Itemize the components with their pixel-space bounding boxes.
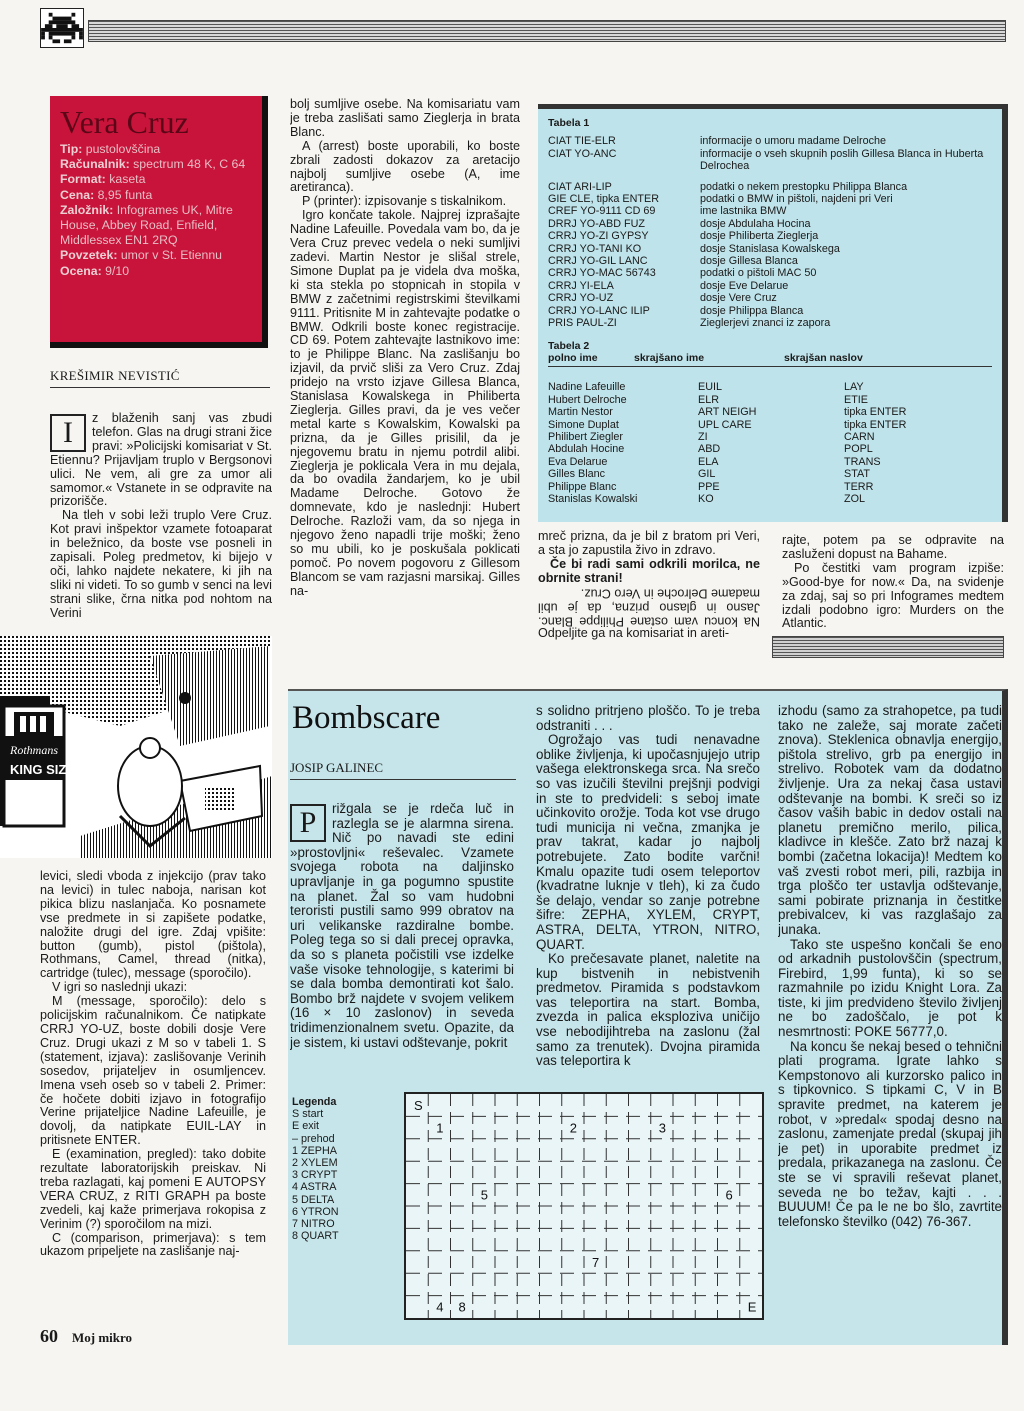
table-cell: CARN: [844, 430, 875, 443]
tabela-2-row: [548, 406, 992, 418]
column-4: [782, 534, 1004, 634]
table-cell: ZI: [698, 430, 708, 443]
meaning-cell: dosje Gillesa Blanca: [700, 255, 798, 268]
tabela-2-row: [548, 381, 992, 393]
tabela-2-row: [548, 443, 992, 455]
bombscare-column-2: [536, 704, 760, 1084]
code-cell: CRRJ YO-ZI GYPSY: [548, 230, 649, 243]
tabela-2-header: polno ime skrajšano ime skrajšan naslov: [548, 352, 992, 367]
tabela-2: [548, 381, 992, 505]
tabela-1-row: [548, 243, 992, 255]
legend-item: – prehod: [292, 1132, 335, 1145]
upside-down-solution: Na koncu vam ostane Philippe Blanc. Jasno in glasno prizna, da je ubil madame Delroche in Vero Cruz.: [538, 586, 760, 629]
map-legend: [292, 1096, 339, 1242]
code-cell: CRRJ YO-TANI KO: [548, 242, 642, 255]
map-marker: 2: [569, 1120, 577, 1136]
magazine-name: Moj mikro: [72, 1330, 133, 1345]
tabela-1-row: [548, 230, 992, 242]
meaning-cell: dosje Stanislasa Kowalskega: [700, 242, 840, 255]
table-cell: Philibert Ziegler: [548, 430, 624, 443]
tabela-2-row: [548, 419, 992, 431]
table-cell: LAY: [844, 381, 864, 394]
planet-map: [404, 1092, 764, 1320]
table-cell: ETIE: [844, 393, 868, 406]
code-cell: CREF YO-9111 CD 69: [548, 205, 656, 218]
legend-item: S start: [292, 1108, 324, 1121]
tabela-2-row: [548, 468, 992, 480]
bombscare-byline: JOSIP GALINEC: [290, 760, 516, 780]
code-cell: CRRJ YO-MAC 56743: [548, 267, 656, 280]
code-cell: GIE CLE, tipka ENTER: [548, 193, 660, 206]
meaning-cell: dosje Eve Delarue: [700, 279, 789, 292]
map-marker: 1: [436, 1120, 444, 1136]
tabela-1-row: [548, 148, 992, 173]
table-cell: tipka ENTER: [844, 406, 907, 419]
map-marker: 8: [458, 1299, 466, 1315]
meaning-cell: dosje Vere Cruz: [700, 292, 777, 305]
code-cell: DRRJ YO-ABD FUZ: [548, 217, 645, 230]
table-cell: Simone Duplat: [548, 418, 619, 431]
tabela-1-row: [548, 205, 992, 217]
map-marker: E: [747, 1299, 757, 1315]
tabela-2-row: [548, 431, 992, 443]
info-line-rating: Ocena: 9/10: [60, 263, 130, 278]
code-cell: PRIS PAUL-ZI: [548, 317, 617, 330]
drop-cap: I: [50, 414, 86, 452]
legend-item: 4 ASTRA: [292, 1181, 337, 1194]
paragraph: M (message, sporočilo): delo s policijskim računalnikom. Če natipkate CRRJ YO-UZ, boste dobili dosje Vere Cruz. Drugi ukazi z M so v tabeli 1. S (statement, izjava): zaslišovanje Verinih sosedov, prijateljev in osumljencev. Imena vseh oseb so v tabeli 2. Primer: če hočete dobiti izjavo in fotografijo Verine prijateljice Nadine Lafeuille, je dovolj, da natipkate EUIL-LAY in pritisnete ENTER.: [40, 994, 266, 1148]
legend-item: 6 YTRON: [292, 1205, 339, 1218]
code-cell: CRRJ YO-GIL LANC: [548, 255, 648, 268]
paragraph: Igro končate takole. Najprej izprašajte Nadine Lafeuille. Povedala vam bo, da je Vera Cruz prevec vedela o neki sumljivi zadevi. Martin Nestor je slišal strele, Simone Duplat pa je videla dva moška, ki sta stekla po stopnicah in stopila v BMW z začetnimi registrskimi številkami 9111. Pritisnite M in zahtevajte podatke o BMW. Odkrili boste konec registracije. CD 69. Potem zahtevajte lastnikovo ime: to je Philippe Blanc. Na zaslišanju bo izjavil, da prvič sliši za Vero Cruz. Zdaj pridejo na vrsto izjave Gillesa Blanca, Stanislasa Kowalskega in Philiberta Zieglerja. Gilles pravi, da je ves večer metal karte s Kowalskim, Kowalski pa prizna, da je Gilles prisilil, da je njegovemu bratu in njemu potrdil alibi. Zieglerja je poklicala Vera in mu dejala, da bo ovadila žandarjem, ko je ubil Madame Delroche. Gotovo že domnevate, kdo je naslednji: Hubert Delroche. Razloži vam, da so njega in njegovo ženo napadli trije moški; ženo so mu ubili, ko je poskušala poklicati pomoč. Po novem pogovoru z Gillesom Blancom se vam razjasni marsikaj. Gilles na-: [290, 208, 520, 598]
table-cell: Martin Nestor: [548, 406, 613, 419]
tabela-1-row: [548, 181, 992, 193]
info-line-price: Cena: 8,95 funta: [60, 187, 153, 202]
map-marker: 3: [658, 1120, 666, 1136]
tabela-1: [548, 135, 992, 329]
table-cell: PPE: [698, 480, 720, 493]
table-cell: Hubert Delroche: [548, 393, 627, 406]
info-line-publisher: Založnik: Infogrames UK, Mitre House, Abbey Road, Enfield, Middlessex EN1 2RQ: [60, 202, 233, 248]
spoiler-warning: Če bi radi sami odkrili morilca, ne obrnite strani!: [538, 556, 760, 585]
paragraph: Ogrožajo vas tudi nenavadne oblike življenja, ki upočasnjujejo utrip vašega elektronskega srca. Na srečo so vas izučili številni prejšnji podvigi in ste to predvideli: s seboj imate učinkovito orožje. Toda kot vse drugo tudi municija ni večna, zmanjka je prav takrat, kadar jo najbolj potrebujete. Zato bodite varčni! Kmalu opazite tudi osem teleportov (kvadratne luknje v tleh), ki za čudo še delajo, vendar so zanje potrebne šifre: ZEPHA, XYLEM, CRYPT, ASTRA, DELTA, YTRON, NITRO, QUART.: [536, 732, 760, 952]
page-number: 60: [40, 1326, 58, 1346]
column-1-bottom: [40, 870, 266, 1320]
tabela-1-row: [548, 305, 992, 317]
tabela-1-row: [548, 292, 992, 304]
meaning-cell: dosje Philippa Blanca: [700, 304, 804, 317]
paragraph: E (examination, pregled): tako dobite rezultate laboratorijskih preiskav. Ni treba razlagati, kaj pomeni E AUTOPSY VERA CRUZ, z RITI GRAPH pa boste zvedeli, kaj kaže primerjava rokopisa z Verinim (?) sporočilom na mizi.: [40, 1147, 266, 1231]
bombscare-column-1: [290, 802, 514, 1084]
table-cell: ELR: [698, 393, 720, 406]
code-cell: CRRJ YO-UZ: [548, 292, 614, 305]
meaning-cell: dosje Philiberta Zieglerja: [700, 230, 819, 243]
table-cell: Gilles Blanc: [548, 468, 606, 481]
meaning-cell: podatki o nekem prestopku Philippa Blanca: [700, 180, 908, 193]
table-cell: TRANS: [844, 455, 881, 468]
legend-item: 1 ZEPHA: [292, 1144, 338, 1157]
table-cell: Stanislas Kowalski: [548, 492, 638, 505]
meaning-cell: podatki o BMW in pištoli, najdeni pri Veri: [700, 193, 893, 206]
bombscare-title: Bombscare: [292, 700, 441, 736]
tabela-1-row: [548, 193, 992, 205]
legend-item: 8 QUART: [292, 1230, 339, 1243]
paragraph: P (printer): izpisovanje s tiskalnikom.: [302, 194, 507, 209]
paragraph: Ko prečesavate planet, naletite na kup bistvenih in nebistvenih predmetov. Piramida s podstavkom vas teleportira na start. Bomba, zvezda in palica eksploziva uničijo vse nebodijihtreba na zaslonu (žal samo za trenutek). Dvojna piramida vas teleportira k: [536, 951, 760, 1069]
legend-item: E exit: [292, 1120, 320, 1133]
column-3: [538, 530, 760, 658]
code-cell: CIAT ARI-LIP: [548, 180, 612, 193]
king-size-text: KING SIZE: [10, 762, 76, 777]
table-cell: EUIL: [698, 381, 723, 394]
table-cell: KO: [698, 492, 714, 505]
paragraph: P rižgala se je rdeča luč in razlegla se je alarmna sirena. Nič po navadi ste edini »prostovljni« reševalec. Vzamete svojega robota na daljinsko upravljanje in ga pogumno spustite na planet. Žal so vam hudobni teroristi pustili samo 999 obratov na uri velikanske razdiralne bombe. Poleg tega so si dali precej opravka, da so s planeta počistili vse izdelke vaše visoke tehnologije, s katerimi bi se dala bomba demontirati kot šalo. Bombo brž najdete v svojem velikem (16 × 10 zaslonov) in seveda tridimenzionalnem svetu. Opazite, da je sistem, ki ustavi odštevanje, pokrit: [290, 802, 514, 1050]
game-infobox: [50, 96, 268, 348]
author-byline: KREŠIMIR NEVISTIĆ: [50, 368, 270, 388]
game-screenshot: [0, 636, 272, 858]
tabela-1-row: [548, 255, 992, 267]
drop-cap: P: [290, 804, 326, 842]
code-cell: CRRJ YI-ELA: [548, 279, 614, 292]
paragraph: mreč prizna, da je bil z bratom pri Veri, a sta jo zapustila živo in zdravo.: [538, 530, 760, 557]
tabela-1-row: [548, 267, 992, 279]
tabela-1-row: [548, 280, 992, 292]
paragraph: Tako ste uspešno končali še eno od arkadnih pustolovščin (spectrum, Firebird, 1,99 funta), ki so se razmahnile po izidu Knight Lora. Za tiste, ki jim predvideno število življenj ne bo zadoščalo, je pot k nesmrtnosti: POKE 56777,0.: [778, 936, 1002, 1040]
legend-item: 3 CRYPT: [292, 1169, 338, 1182]
table-cell: ART NEIGH: [698, 406, 757, 419]
divider-stripes: [772, 636, 1004, 658]
tables-box: [538, 104, 1008, 522]
paragraph: I z blaženih sanj vas zbudi telefon. Glas na drugi strani žice pravi: »Policijski komisariat v St. Etiennu? Prijavljam truplo v Bergsonovi ulici. Ne vem, ali gre za umor ali samomor.« Vstanete in se odpravite na prizorišče.: [50, 412, 272, 509]
map-marker: S: [414, 1098, 423, 1113]
paragraph: levici, sledi vboda z injekcijo (prav tako na levici) in tulec naboja, narisan kot pikica blizu naslanjača. Ko posnamete vse predmete in si zapišete podatke, naložite drugi del igre. Zdaj vpišite: button (gumb), pistol (pištola), Rothmans, Camel, thread (nitka), cartridge (tulec), message (sporočilo).: [40, 870, 266, 981]
game-title: Vera Cruz: [60, 104, 189, 140]
paragraph: Na tleh v sobi leži truplo Vere Cruz. Kot pravi inšpektor vzamete fotoaparat in beležnico, da boste vse posneli in zapisali. Poleg predmetov, ki bijejo v oči, lahko najdete nekatere, ki jih na sliki ni videti. To so gumb v senci na levi strani slike, črna nitka pod nohtom na Verini: [50, 508, 272, 620]
rothmans-text: Rothmans: [10, 743, 58, 757]
tabela-1-row: [548, 135, 992, 147]
tabela-2-row: [548, 456, 992, 468]
header-stripes: [88, 20, 1006, 42]
paragraph: s solidno pritrjeno ploščo. To je treba odstraniti . . .: [536, 704, 760, 733]
code-cell: CIAT TIE-ELR: [548, 135, 616, 148]
table-cell: GIL: [698, 468, 716, 481]
column-2: [290, 98, 520, 658]
tabela-1-title: Tabela 1: [548, 117, 590, 129]
map-marker: 6: [725, 1187, 733, 1203]
meaning-cell: Zieglerjevi znanci iz zapora: [700, 317, 831, 330]
bombscare-column-3: [778, 704, 1002, 1314]
table-cell: ELA: [698, 455, 719, 468]
meaning-cell: informacije o vseh skupnih poslih Gillesa Blanca in Huberta Delrochea: [700, 147, 984, 173]
paragraph: V igri so naslednji ukazi:: [52, 980, 188, 995]
paragraph: izhodu (samo za strahopetce, pa tudi tako ne zaleže, saj morate začeti znova). Steklenica obnavlja energijo, pištola strelivo, grb pa energijo in strelivo. Robotek vam da dodatno življenje. Ura za nekaj časa ustavi odštevanje na bombi. K sreči so iz časov vaših babic in dedov ostali na planetu premično merilo, pilica, kladivce in klešče. Zato brž nazaj k bombi (začetna lokacija)! Medtem ko vaš zvesti robot meri, pili, razbija in trga ploščo ter ustavlja odštevanje, sami pobirate priznanja in čestitke prebivalcev, ki vas razglašajo za junaka.: [778, 704, 1002, 937]
paragraph: Na koncu še nekaj besed o tehnični plati programa. Igrate lahko s Kempstonovo ali kurzorsko palico in s tipkovnico. S tipkami C, V in B spravite predmet, na katerem je robot, v »predal« spodaj desno na zaslonu, zamenjate predal (skupaj jih je pet) in uporabite predmet iz predala, prikazanega na zaslonu. Če ste se vi spravili reševat planet, seveda ne bo težav, kajti . . . BUUUM! Če pa le ne bo šlo, zavrtite telefonsko številko (042) 76-367.: [778, 1038, 1002, 1229]
meaning-cell: dosje Abdulaha Hocina: [700, 217, 811, 230]
tabela-2-row: [548, 394, 992, 406]
info-line-format: Format: kaseta: [60, 172, 146, 187]
legend-title: Legenda: [292, 1096, 337, 1108]
tabela-2-row: [548, 481, 992, 493]
tabela-2-row: [548, 493, 992, 505]
meaning-cell: podatki o pištoli MAC 50: [700, 267, 817, 280]
meaning-cell: informacije o umoru madame Delroche: [700, 135, 887, 148]
table-cell: Abdulah Hocine: [548, 443, 625, 456]
code-cell: CRRJ YO-LANC ILIP: [548, 304, 650, 317]
code-cell: CIAT YO-ANC: [548, 147, 617, 160]
tabela-2-title: Tabela 2: [548, 339, 590, 352]
space-invader-icon: [40, 8, 84, 48]
legend-item: 5 DELTA: [292, 1193, 335, 1206]
paragraph: bolj sumljive osebe. Na komisariatu vam je treba zaslišati samo Zieglerja in brata Blanc.: [290, 98, 520, 139]
tabela-1-row: [548, 218, 992, 230]
map-marker: 5: [480, 1187, 488, 1203]
map-marker: 7: [592, 1254, 600, 1270]
paragraph: Po čestitki vam program izpiše: »Good-bye for now.« Da, na svidenje za zdaj, saj so pri Infogrames medtem izdali podobno igro: Murders on the Atlantic.: [782, 560, 1004, 631]
table-cell: Nadine Lafeuille: [548, 381, 626, 394]
map-marker: 4: [436, 1299, 444, 1315]
table-cell: STAT: [844, 468, 870, 481]
table-cell: UPL CARE: [698, 418, 752, 431]
table-cell: TERR: [844, 480, 874, 493]
paragraph: Odpeljite ga na komisariat in areti-: [538, 626, 730, 641]
table-cell: POPL: [844, 443, 873, 456]
table-cell: Eva Delarue: [548, 455, 608, 468]
tabela-1-row: [548, 317, 992, 329]
table-cell: tipka ENTER: [844, 418, 907, 431]
info-line-summary: Povzetek: umor v St. Etiennu: [60, 248, 222, 263]
table-cell: ABD: [698, 443, 721, 456]
info-line-computer: Računalnik: spectrum 48 K, C 64: [60, 157, 246, 172]
meaning-cell: ime lastnika BMW: [700, 205, 787, 218]
legend-item: 2 XYLEM: [292, 1157, 338, 1170]
legend-item: 7 NITRO: [292, 1218, 335, 1231]
table-cell: ZOL: [844, 492, 865, 505]
paragraph: A (arrest) boste uporabili, ko boste zbrali zadosti dokazov za aretacijo najbolj sumljive osebe (A, ime aretiranca).: [290, 138, 520, 195]
info-line-type: Tip: pustolovščina: [60, 142, 161, 156]
paragraph: C (comparison, primerjava): s tem ukazom pripeljete na zaslišanje naj-: [40, 1230, 266, 1259]
table-cell: Philippe Blanc: [548, 480, 617, 493]
paragraph: rajte, potem pa se odpravite na zasluženi dopust na Bahame.: [782, 534, 1004, 561]
column-1-top: [50, 412, 272, 632]
